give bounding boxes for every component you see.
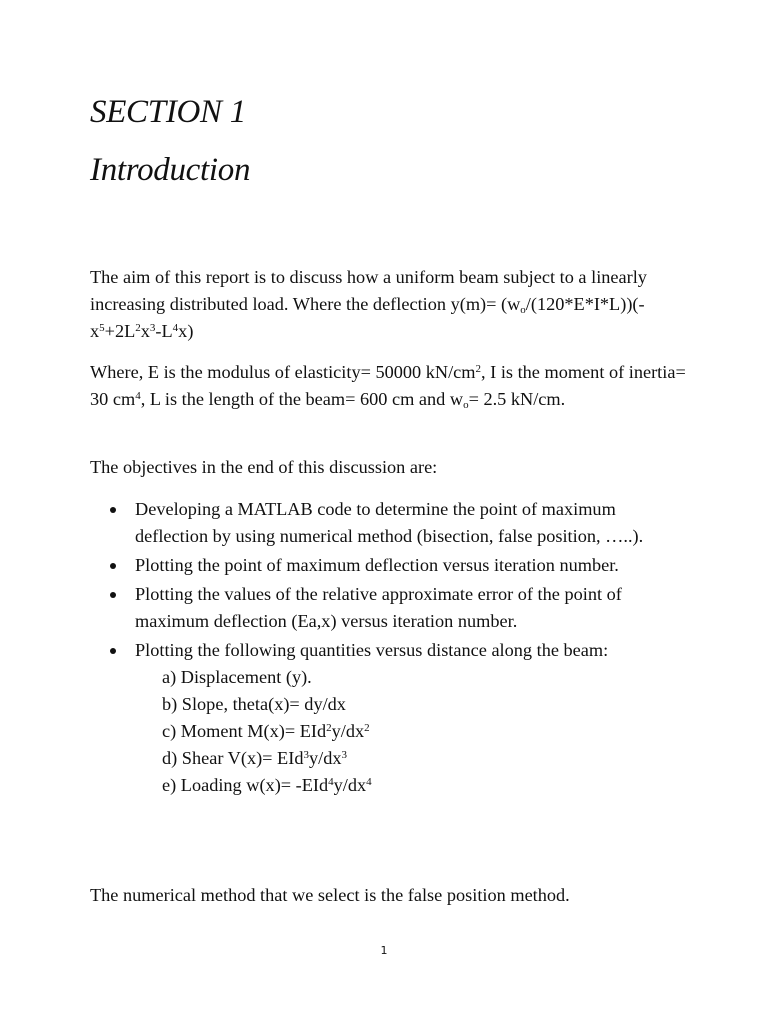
bullet-icon [110,563,116,569]
sub-item-slope [162,691,690,718]
aim-subscript-o: o [520,304,526,316]
where-paragraph [90,359,690,413]
section-heading: SECTION 1 [90,94,246,130]
bullet-text: Plotting the point of maximum deflection versus iteration number. [135,555,619,575]
sub-item-text: y/dx [333,775,367,795]
sub-item-text: y/dx [331,721,365,741]
list-item [90,637,690,799]
list-item [90,581,690,635]
sub-item-moment [162,718,690,745]
sub-item-superscript: 4 [366,776,372,788]
objectives-intro: The objectives in the end of this discussion are: [90,457,438,477]
sub-item-text: e) Loading w(x)= -EId [162,775,329,795]
sub-item-text: d) Shear V(x)= EId [162,748,304,768]
sub-item-text: a) Displacement (y). [162,667,312,687]
list-item [90,496,690,550]
where-subscript-o: o [463,399,469,411]
introduction-heading: Introduction [90,152,251,188]
sub-item-superscript: 3 [303,749,309,761]
sub-item-text: c) Moment M(x)= EId [162,721,327,741]
quantities-sublist [135,664,690,799]
aim-text-6: x) [178,321,194,341]
objectives-list [90,496,690,801]
aim-superscript-3: 3 [149,322,156,334]
list-item [90,552,690,579]
aim-text-3: +2L [104,321,136,341]
aim-superscript-2: 2 [135,322,141,334]
page-number: 1 [380,944,388,957]
sub-item-shear [162,745,690,772]
sub-item-superscript: 2 [364,722,370,734]
bullet-icon [110,507,116,513]
aim-text-1: The aim of this report is to discuss how a uniform beam subject to a linearly increasing distributed load. Where the deflection y(m)= (w [90,267,647,314]
sub-item-text: y/dx [308,748,342,768]
bullet-icon [110,592,116,598]
where-superscript-4: 4 [135,390,141,402]
sub-item-text: b) Slope, theta(x)= dy/dx [162,694,346,714]
sub-item-superscript: 4 [328,776,334,788]
sub-item-superscript: 2 [326,722,332,734]
where-text-2: , I is the moment of inertia= 30 cm [90,362,686,409]
aim-superscript-5: 5 [99,322,105,334]
aim-text-5: -L [155,321,173,341]
aim-text-2: /(120*E*I*L))(-x [90,294,645,341]
bullet-text: Plotting the following quantities versus distance along the beam: [135,640,609,660]
bullet-text: Plotting the values of the relative approximate error of the point of maximum deflection (Ea,x) versus iteration number. [135,584,622,631]
sub-item-loading [162,772,690,799]
sub-item-displacement [162,664,690,691]
where-text-4: = 2.5 kN/cm. [468,389,566,409]
aim-superscript-4: 4 [172,322,179,334]
where-text-1: Where, E is the modulus of elasticity= 50000 kN/cm [90,362,476,382]
aim-paragraph [90,264,690,345]
method-paragraph: The numerical method that we select is the false position method. [90,885,570,905]
aim-text-4: x [140,321,150,341]
where-text-3: , L is the length of the beam= 600 cm and w [140,389,464,409]
bullet-text: Developing a MATLAB code to determine the point of maximum deflection by using numerical method (bisection, false position, …..). [135,499,644,546]
where-superscript-2: 2 [475,363,482,375]
sub-item-superscript: 3 [341,749,347,761]
bullet-icon [110,648,116,654]
